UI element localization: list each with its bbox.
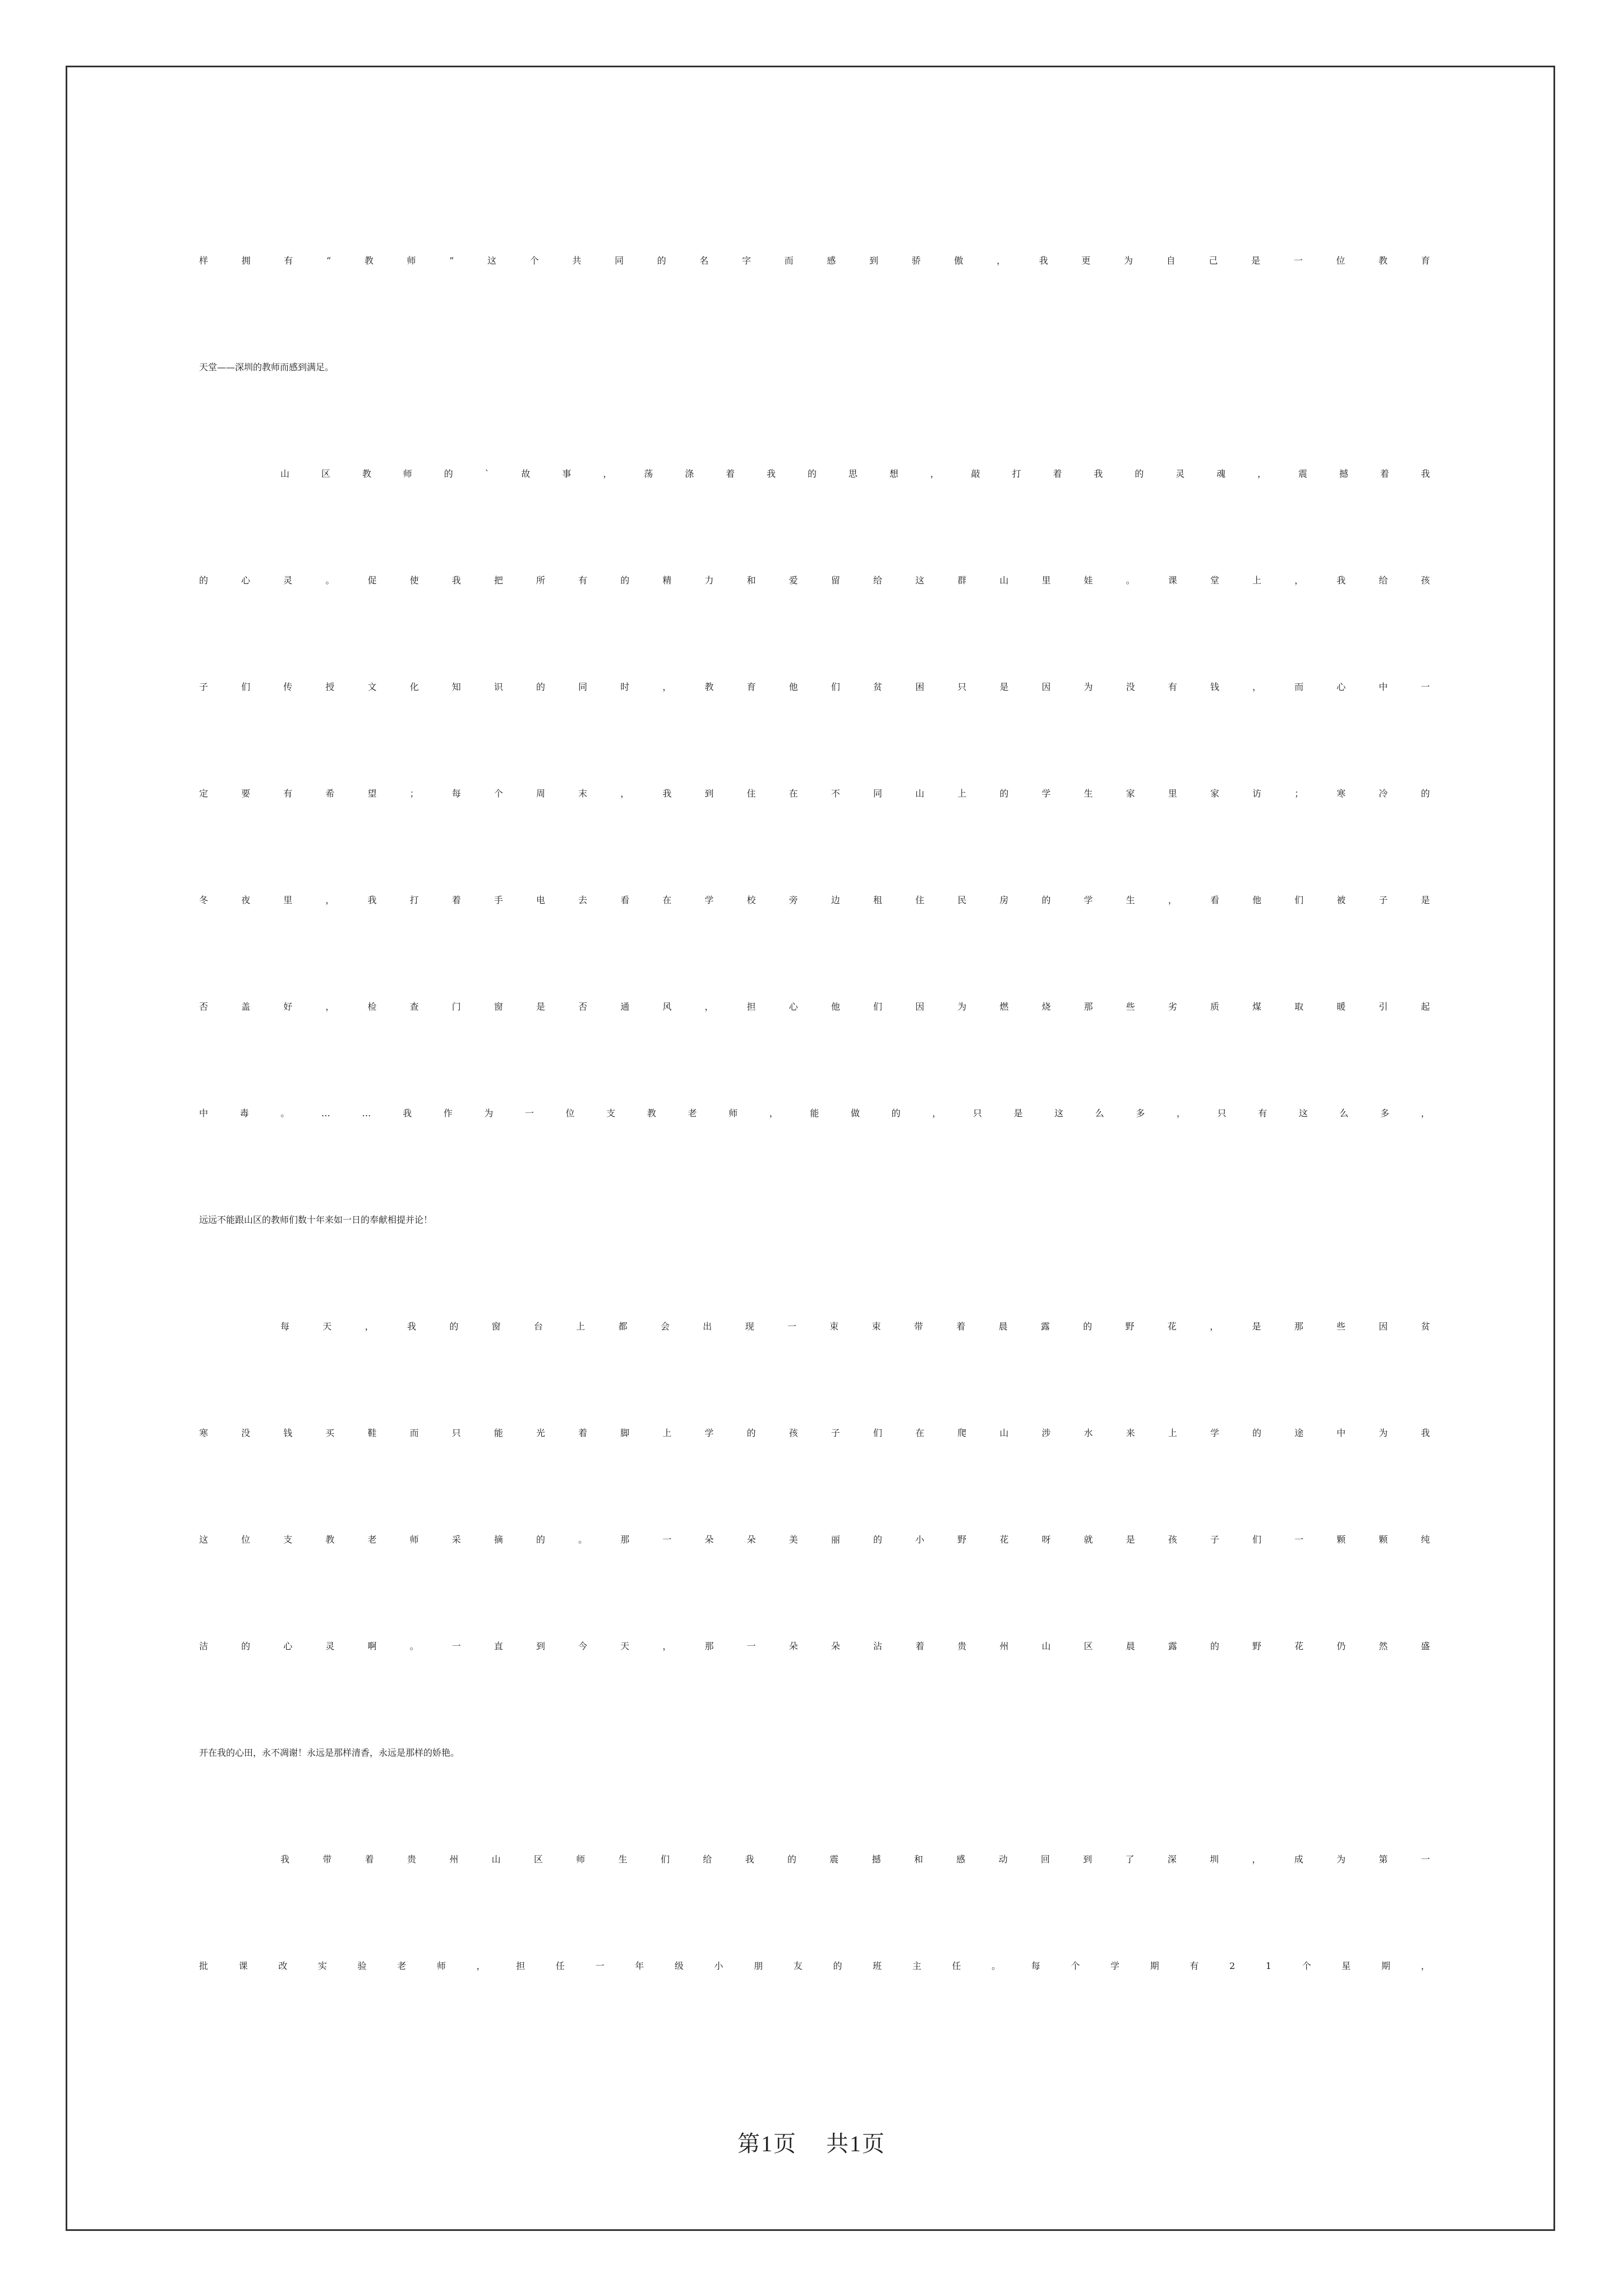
text-line: 批 课 改 实 验 老 师 ， 担 任 一 年 级 小 朋 友 的 班 主 任 。 每 个 学 期 有 2 1 个 星 期 ，: [199, 1961, 1430, 1971]
text-line: 山 区 教 师 的 ` 故 事 ， 荡 涤 着 我 的 思 想 ， 敲 打 着 我 的 灵 魂 ， 震 撼 着 我: [280, 468, 1430, 479]
page-footer: [0, 2126, 1623, 2158]
text-line: 定 要 有 希 望 ； 每 个 周 末 ， 我 到 住 在 不 同 山 上 的 学 生 家 里 家 访 ； 寒 冷 的: [199, 788, 1430, 799]
text-line: 远远不能跟山区的教师们数十年来如一日的奉献相提并论！: [199, 1214, 433, 1225]
text-line: 每 天 ， 我 的 窗 台 上 都 会 出 现 一 束 束 带 着 晨 露 的 野 花 ， 是 那 些 因 贫: [280, 1321, 1430, 1332]
text-line: 样 拥 有 “ 教 师 ” 这 个 共 同 的 名 字 而 感 到 骄 傲 ， 我 更 为 自 己 是 一 位 教 育: [199, 255, 1430, 266]
text-line: 开在我的心田，永不凋谢！永远是那样清香，永远是那样的娇艳。: [199, 1747, 460, 1758]
page-number: 第1页: [737, 2131, 797, 2156]
text-line: 天堂——深圳的教师而感到满足。: [199, 362, 334, 372]
text-line: 中 毒 。 … … 我 作 为 一 位 支 教 老 师 ， 能 做 的 ， 只 是 这 么 多 ， 只 有 这 么 多 ，: [199, 1108, 1430, 1119]
text-line: 这 位 支 教 老 师 采 摘 的 。 那 一 朵 朵 美 丽 的 小 野 花 呀 就 是 孩 子 们 一 颗 颗 纯: [199, 1534, 1430, 1545]
text-line: 的 心 灵 。 促 使 我 把 所 有 的 精 力 和 爱 留 给 这 群 山 里 娃 。 课 堂 上 ， 我 给 孩: [199, 575, 1430, 586]
page-total: 共1页: [826, 2131, 886, 2156]
document-body: [199, 208, 1430, 2019]
text-line: 子 们 传 授 文 化 知 识 的 同 时 ， 教 育 他 们 贫 困 只 是 因 为 没 有 钱 ， 而 心 中 一: [199, 682, 1430, 692]
text-line: 洁 的 心 灵 啊 。 一 直 到 今 天 ， 那 一 朵 朵 沾 着 贵 州 山 区 晨 露 的 野 花 仍 然 盛: [199, 1641, 1430, 1651]
text-line: 寒 没 钱 买 鞋 而 只 能 光 着 脚 上 学 的 孩 子 们 在 爬 山 涉 水 来 上 学 的 途 中 为 我: [199, 1428, 1430, 1438]
text-line: 冬 夜 里 ， 我 打 着 手 电 去 看 在 学 校 旁 边 租 住 民 房 的 学 生 ， 看 他 们 被 子 是: [199, 895, 1430, 905]
text-line: 否 盖 好 ， 检 查 门 窗 是 否 通 风 ， 担 心 他 们 因 为 燃 烧 那 些 劣 质 煤 取 暖 引 起: [199, 1001, 1430, 1012]
text-line: 我 带 着 贵 州 山 区 师 生 们 给 我 的 震 撼 和 感 动 回 到 了 深 圳 ， 成 为 第 一: [280, 1854, 1430, 1865]
